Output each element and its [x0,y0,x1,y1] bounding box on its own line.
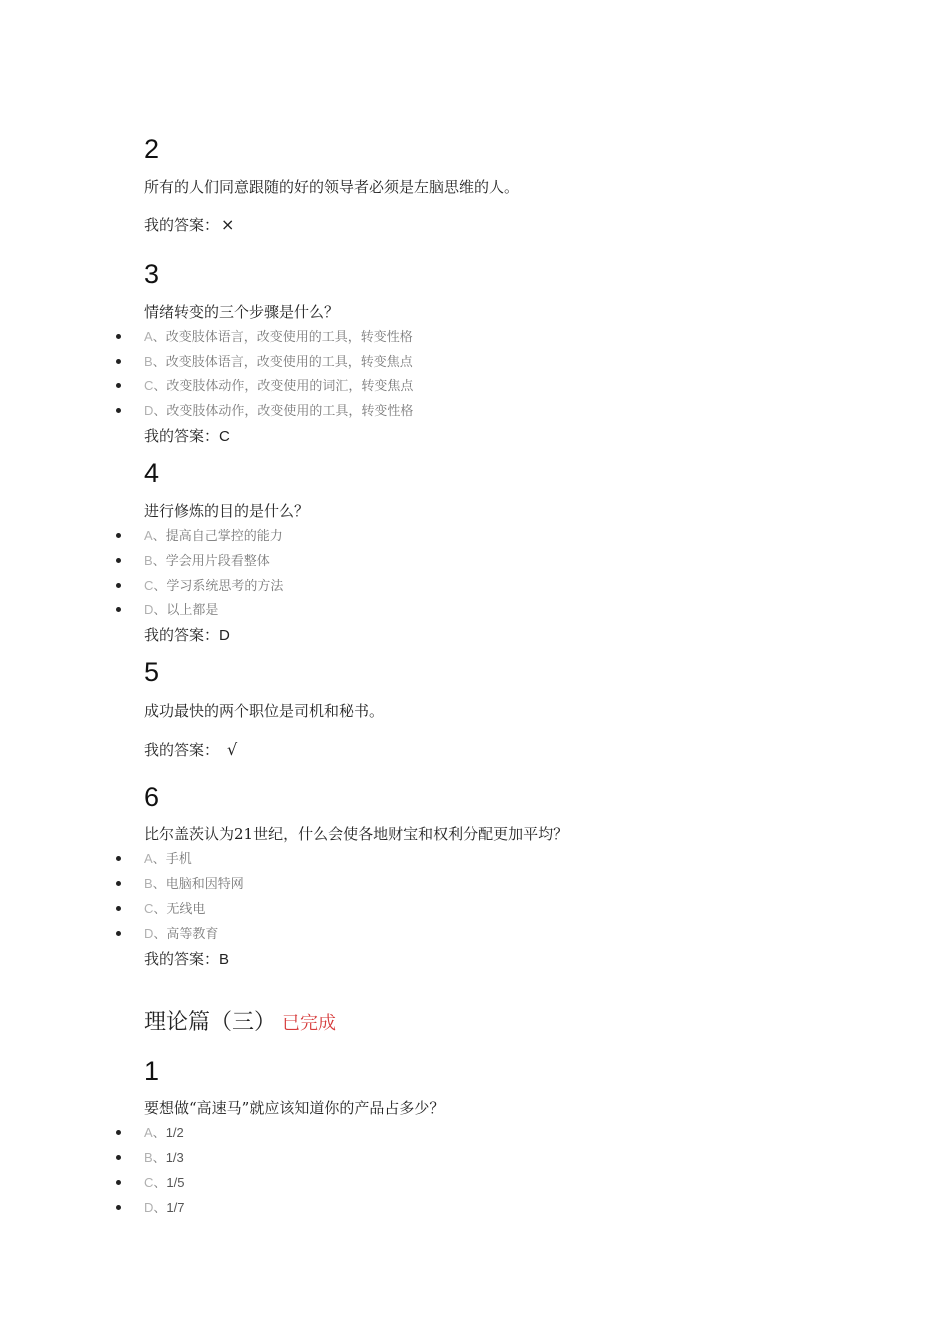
question-number: 3 [144,259,160,289]
answer-value: C [219,428,230,445]
option-item [116,600,218,620]
bullet-icon [116,906,121,911]
bullet-icon [116,408,121,413]
bullet-icon [116,607,121,612]
option-item [116,352,413,372]
my-answer [144,625,230,646]
option-separator: 、 [153,404,167,419]
option-text: 学会用片段看整体 [165,554,270,569]
answer-value: D [219,627,230,644]
option-item [116,401,413,421]
question-number: 6 [144,782,160,812]
bullet-icon [116,1130,121,1135]
option-item [116,376,413,396]
option-separator: 、 [153,927,167,942]
option-separator: 、 [152,355,166,370]
option-item [116,327,413,347]
my-answer [144,215,234,235]
my-answer [144,740,237,760]
option-separator: 、 [152,852,166,867]
option-separator: 、 [152,529,166,544]
option-item [116,899,205,919]
answer-label: 我的答案： [144,741,220,759]
answer-label: 我的答案： [144,626,220,644]
option-letter: B [144,1150,153,1165]
section-title: 理论篇（三） [144,1010,277,1035]
option-item [116,551,270,571]
option-text: 高等教育 [166,927,219,942]
option-item [116,1148,184,1168]
option-letter: C [144,1175,154,1190]
my-answer [144,426,230,447]
question-number: 5 [144,657,160,687]
option-separator: 、 [152,1151,166,1166]
option-text: 1/5 [166,1175,185,1190]
bullet-icon [116,931,121,936]
answer-value: B [219,951,230,968]
option-letter: C [144,378,154,393]
option-text: 1/2 [165,1125,184,1140]
option-text: 改变肢体动作，改变使用的工具，转变性格 [166,404,414,419]
option-letter: D [144,926,154,941]
section-heading [144,1008,336,1039]
bullet-icon [116,856,121,861]
bullet-icon [116,533,121,538]
option-text: 改变肢体语言，改变使用的工具，转变焦点 [165,355,413,370]
option-item [116,526,283,546]
option-separator: 、 [152,330,166,345]
section-status-badge: 已完成 [282,1013,337,1034]
option-letter: A [144,528,153,543]
option-letter: C [144,901,154,916]
bullet-icon [116,383,121,388]
option-separator: 、 [153,379,167,394]
option-text: 无线电 [166,902,206,917]
question-text: 成功最快的两个职位是司机和秘书。 [144,702,385,720]
question-text: 进行修炼的目的是什么？ [144,502,310,520]
answer-label: 我的答案： [144,950,220,968]
option-letter: A [144,851,153,866]
option-separator: 、 [153,902,167,917]
option-separator: 、 [153,1201,167,1216]
question-text: 比尔盖茨认为21世纪，什么会使各地财宝和权利分配更加平均？ [144,825,569,843]
bullet-icon [116,359,121,364]
check-mark-icon: √ [227,740,238,759]
option-text: 电脑和因特网 [165,877,244,892]
bullet-icon [116,1155,121,1160]
bullet-icon [116,1180,121,1185]
question-number: 2 [144,134,160,164]
option-text: 学习系统思考的方法 [166,579,284,594]
option-separator: 、 [152,1126,166,1141]
option-letter: B [144,354,153,369]
bullet-icon [116,881,121,886]
bullet-icon [116,583,121,588]
question-text: 要想做“高速马”就应该知道你的产品占多少？ [144,1099,445,1117]
option-letter: A [144,1125,153,1140]
option-letter: D [144,602,154,617]
option-separator: 、 [152,877,166,892]
option-text: 1/3 [165,1150,184,1165]
answer-label: 我的答案： [144,427,220,445]
cross-mark-icon: × [221,215,235,234]
option-item [116,849,192,869]
option-letter: B [144,553,153,568]
my-answer [144,949,229,970]
option-separator: 、 [153,579,167,594]
option-text: 提高自己掌控的能力 [165,529,283,544]
option-letter: D [144,403,154,418]
question-text: 所有的人们同意跟随的好的领导者必须是左脑思维的人。 [144,178,520,196]
option-letter: C [144,578,154,593]
bullet-icon [116,1205,121,1210]
option-text: 以上都是 [166,603,219,618]
option-letter: A [144,329,153,344]
option-item [116,576,283,596]
option-item [116,924,218,944]
answer-label: 我的答案： [144,216,220,234]
bullet-icon [116,334,121,339]
option-item [116,874,244,894]
question-number: 1 [144,1056,160,1086]
option-text: 手机 [165,852,192,867]
option-item [116,1198,184,1218]
option-letter: B [144,876,153,891]
bullet-icon [116,558,121,563]
option-text: 1/7 [166,1200,185,1215]
option-letter: D [144,1200,154,1215]
question-text: 情绪转变的三个步骤是什么？ [144,303,340,321]
option-text: 改变肢体动作，改变使用的词汇，转变焦点 [166,379,414,394]
option-text: 改变肢体语言，改变使用的工具，转变性格 [165,330,413,345]
option-item [116,1173,184,1193]
option-item [116,1123,184,1143]
option-separator: 、 [153,603,167,618]
option-separator: 、 [152,554,166,569]
question-number: 4 [144,458,160,488]
option-separator: 、 [153,1176,167,1191]
